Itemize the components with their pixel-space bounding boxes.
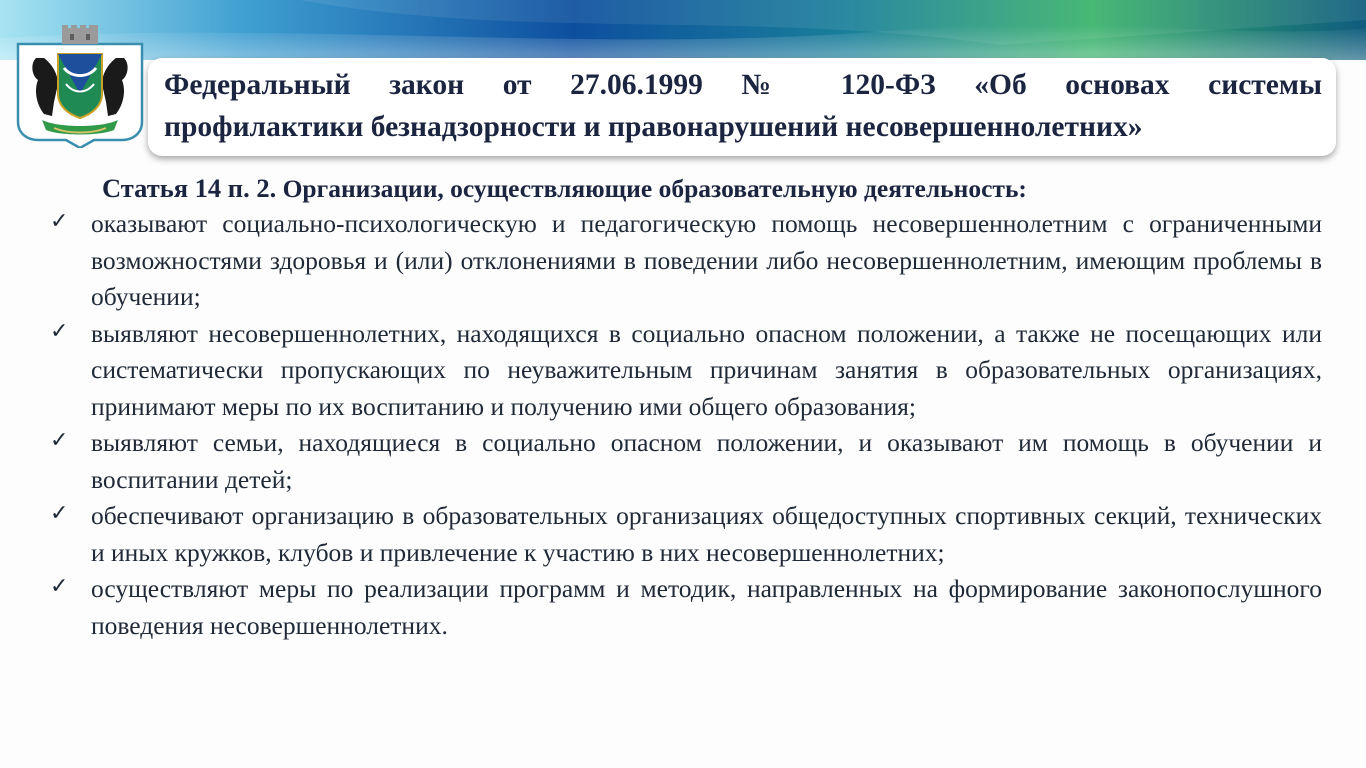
list-item xyxy=(50,571,1322,644)
article-number: Статья 14 п. 2. xyxy=(102,173,277,203)
list-item-text: выявляют несовершеннолетних, находящихся в социально опасном положении, а также не посещающих или систематически пропускающих по неуважительным причинам занятия в образовательных организациях, принимают меры по их воспитанию и получению ими общего образования; xyxy=(91,318,1322,421)
list-item-text: оказывают социально-психологическую и педагогическую помощь несовершеннолетним с ограниченными возможностями здоровья и (или) отклонениями в поведении либо несовершеннолетним, имеющим проблемы в обучении; xyxy=(91,209,1322,311)
title-box xyxy=(148,58,1336,156)
check-icon: ✓ xyxy=(50,428,69,453)
list-item xyxy=(50,425,1322,498)
check-icon: ✓ xyxy=(50,318,69,344)
list-item-text: выявляют семьи, находящиеся в социально опасном положении, и оказывают им помощь в обучении и воспитании детей; xyxy=(91,428,1322,494)
list-item xyxy=(50,498,1322,571)
city-coat-of-arms-icon xyxy=(14,24,146,148)
article-heading xyxy=(102,170,1322,207)
check-icon: ✓ xyxy=(50,501,69,526)
list-item-text: обеспечивают организацию в образовательных организациях общедоступных спортивных секций, технических и иных кружков, клубов и привлечение к участию в них несовершеннолетних; xyxy=(91,501,1322,567)
article-heading-text: Организации, осуществляющие образовательную деятельность: xyxy=(282,174,1027,203)
header-band xyxy=(0,0,1366,60)
list-item-text: осуществляют меры по реализации программ и методик, направленных на формирование законопослушного поведения несовершеннолетних. xyxy=(91,574,1322,640)
list-item xyxy=(50,316,1322,426)
check-icon: ✓ xyxy=(50,574,69,599)
page-title-line-1: Федеральный закон от 27.06.1999 № 120-ФЗ «Об основах системы xyxy=(164,69,1322,101)
check-icon: ✓ xyxy=(50,209,69,234)
page-title-line-2: профилактики безнадзорности и правонарушений несовершеннолетних» xyxy=(164,111,1143,143)
duties-list xyxy=(50,206,1322,644)
list-item xyxy=(50,206,1322,316)
